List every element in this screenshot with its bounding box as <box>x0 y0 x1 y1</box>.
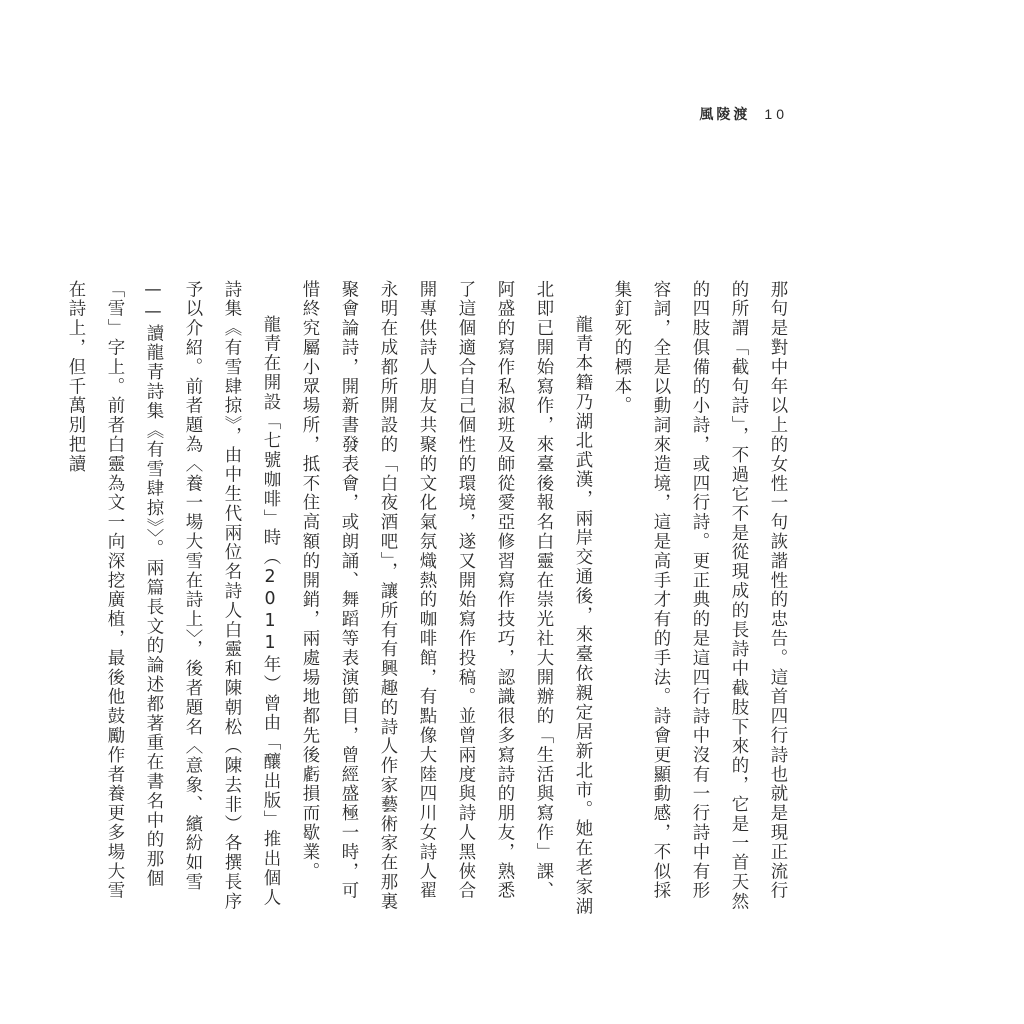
page-number: 10 <box>764 106 788 122</box>
running-header <box>699 104 788 124</box>
vertical-body-text <box>65 280 796 920</box>
book-title: 風陵渡 <box>699 107 751 123</box>
paragraph-3: 龍青在開設「七號咖啡」時（2011年）曾由「釀出版」推出個人詩集《有雪肆掠》，由中生代兩位名詩人白靈和陳朝松（陳去非）各撰長序予以介紹。前者題為〈養一場大雪在詩上〉，後者題名〈意象、繽紛如雪——讀龍青詩集《有雪肆掠》〉。兩篇長文的論述都著重在書名中的那個「雪」字上。前者白靈為文一向深挖廣植，最後他鼓勵作者養更多場大雪在詩上，但千萬別把讀 <box>65 280 280 912</box>
paragraph-2: 龍青本籍乃湖北武漢，兩岸交通後，來臺依親定居新北市。她在老家湖北即已開始寫作，來臺後報名白靈在崇光社大開辦的「生活與寫作」課、阿盛的寫作私淑班及師從愛亞修習寫作技巧，認識很多寫詩的朋友，熟悉了這個適合自己個性的環境，遂又開始寫作投稿。並曾兩度與詩人黑俠合開專供詩人朋友共聚的文化氣氛熾熱的咖啡館，有點像大陸四川女詩人翟永明在成都所開設的「白夜酒吧」，讓所有有興趣的詩人作家藝術家在那裏聚會論詩，開新書發表會，或朗誦、舞蹈等表演節目，曾經盛極一時，可惜終究屬小眾場所，抵不住高額的開銷，兩處場地都先後虧損而歇業。 <box>299 280 592 917</box>
paragraph-1: 那句是對中年以上的女性一句詼諧性的忠告。這首四行詩也就是現正流行的所謂「截句詩」，不過它不是從現成的長詩中截肢下來的，它是一首天然的四肢俱備的小詩，或四行詩。更正典的是這四行詩中沒有一行詩中有形容詞，全是以動詞來造境，這是高手才有的手法。詩會更顯動感，不似採集釘死的標本。 <box>611 280 787 912</box>
